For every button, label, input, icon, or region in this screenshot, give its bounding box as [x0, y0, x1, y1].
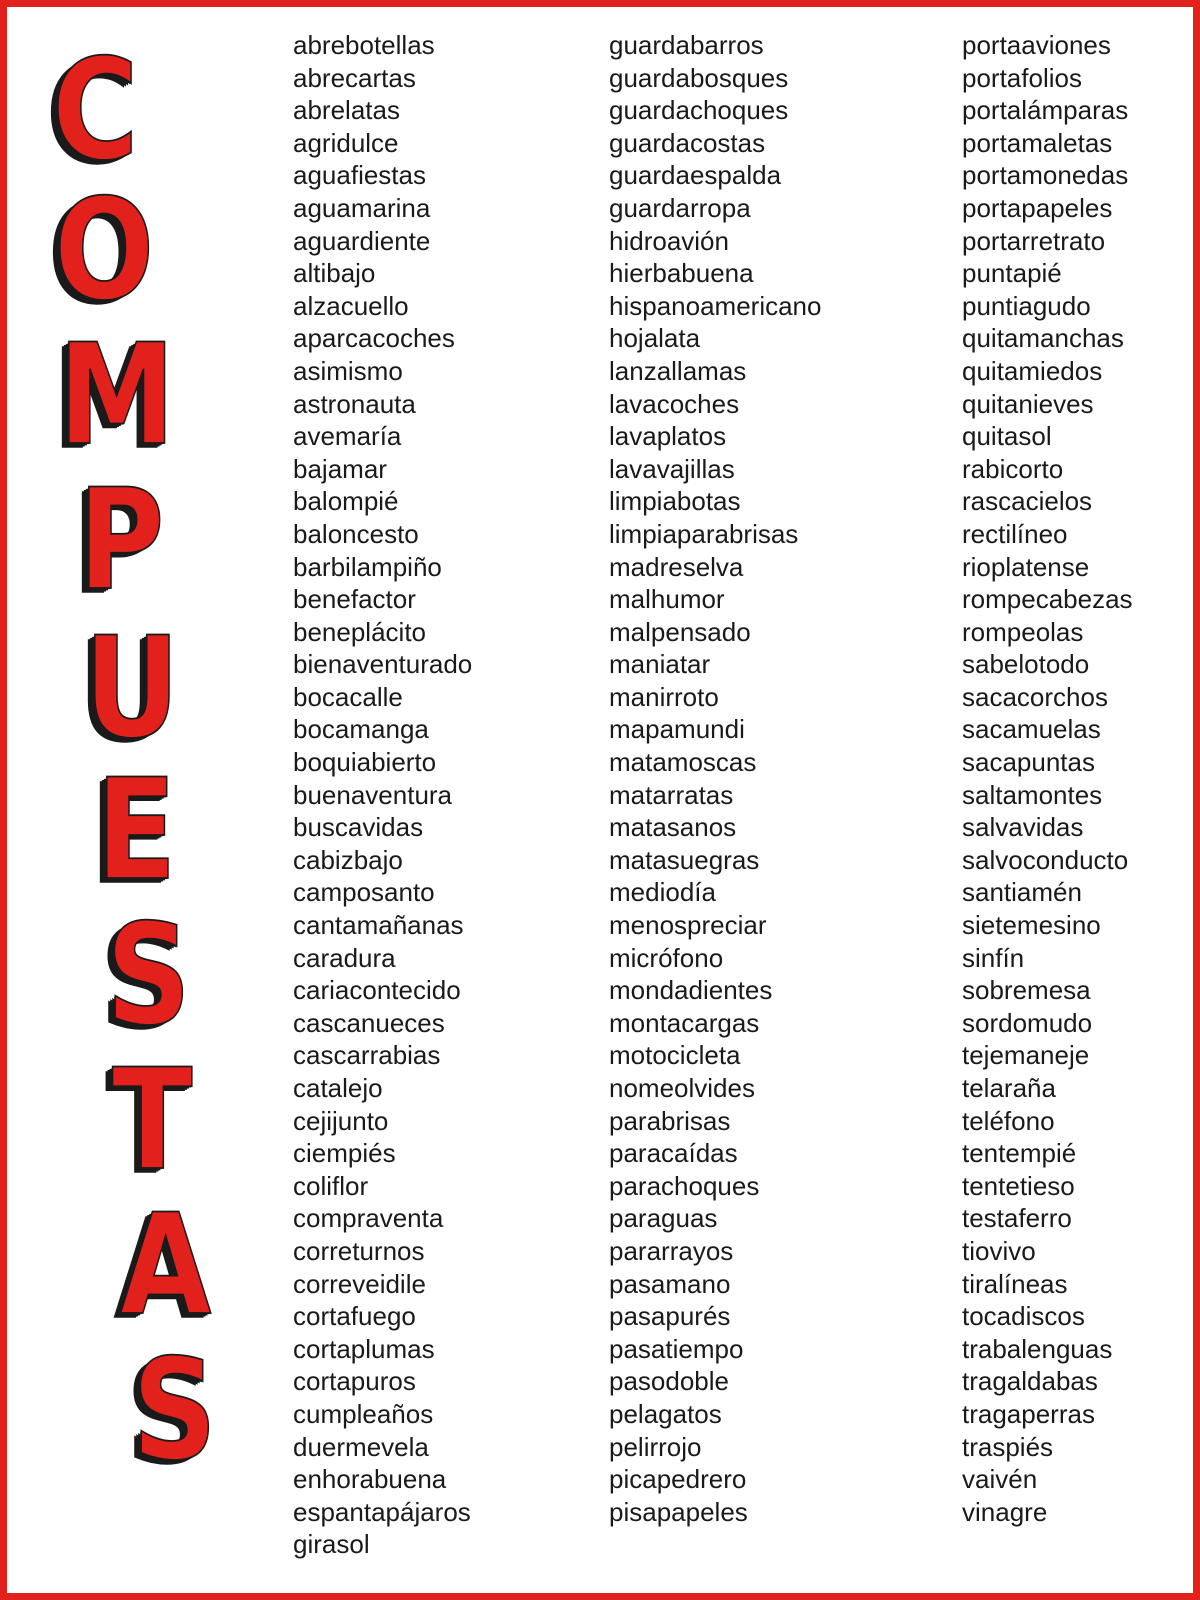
word-item: bienaventurado: [293, 649, 473, 680]
word-column-3: [962, 29, 1133, 1528]
word-item: pasatiempo: [609, 1333, 744, 1364]
word-item: pasapurés: [609, 1301, 731, 1332]
word-item: correturnos: [293, 1235, 425, 1266]
word-item: puntiagudo: [962, 290, 1091, 321]
word-item: tentetieso: [962, 1170, 1075, 1201]
word-item: guardachoques: [609, 95, 789, 126]
title-letter: O: [54, 168, 155, 332]
word-item: sordomudo: [962, 1007, 1093, 1038]
word-item: motocicleta: [609, 1040, 741, 1071]
word-item: rabicorto: [962, 453, 1064, 484]
word-item: cariacontecido: [293, 975, 461, 1006]
word-item: vinagre: [962, 1496, 1048, 1527]
word-item: agridulce: [293, 127, 399, 158]
word-item: guardaespalda: [609, 160, 782, 191]
word-item: quitamiedos: [962, 355, 1103, 386]
word-item: lavaplatos: [609, 421, 727, 452]
word-item: cumpleaños: [293, 1398, 434, 1429]
word-item: portaaviones: [962, 30, 1111, 60]
word-item: telaraña: [962, 1073, 1056, 1103]
word-item: hidroavión: [609, 225, 729, 256]
word-item: cabizbajo: [293, 844, 403, 875]
word-item: portamaletas: [962, 127, 1113, 158]
word-item: pararrayos: [609, 1235, 734, 1266]
word-item: rompecabezas: [962, 584, 1133, 615]
title-letter: P: [78, 458, 165, 622]
word-item: bocamanga: [293, 714, 429, 745]
word-item: baloncesto: [293, 518, 419, 549]
title-letter: T: [112, 1038, 193, 1202]
word-item: guardarropa: [609, 192, 751, 223]
word-item: aparcacoches: [293, 323, 455, 354]
word-item: guardacostas: [609, 127, 766, 158]
word-item: manirroto: [609, 681, 719, 712]
word-item: cascanueces: [293, 1007, 445, 1038]
word-item: balompié: [293, 486, 399, 517]
word-item: camposanto: [293, 877, 435, 908]
word-item: tentempié: [962, 1138, 1077, 1169]
word-item: sietemesino: [962, 910, 1101, 941]
word-column-1: [293, 29, 472, 1561]
word-item: sacacorchos: [962, 681, 1108, 712]
word-item: vaivén: [962, 1464, 1038, 1495]
word-item: cortaplumas: [293, 1333, 435, 1364]
word-item: lavavajillas: [609, 453, 735, 484]
word-item: salvoconducto: [962, 844, 1129, 875]
word-item: teléfono: [962, 1105, 1055, 1136]
word-item: girasol: [293, 1529, 370, 1560]
word-item: buenaventura: [293, 779, 453, 810]
word-item: limpiabotas: [609, 486, 741, 517]
word-item: sacapuntas: [962, 747, 1095, 778]
vertical-title: [40, 28, 230, 1540]
word-item: beneplácito: [293, 616, 426, 647]
word-item: tragaldabas: [962, 1366, 1098, 1397]
word-item: compraventa: [293, 1203, 444, 1234]
word-item: mondadientes: [609, 975, 773, 1006]
word-item: quitamanchas: [962, 323, 1124, 354]
word-item: aguardiente: [293, 225, 431, 256]
word-item: tejemaneje: [962, 1040, 1090, 1071]
word-item: sacamuelas: [962, 714, 1101, 745]
word-item: lanzallamas: [609, 355, 747, 386]
word-item: abrecartas: [293, 62, 416, 93]
word-item: duermevela: [293, 1431, 429, 1462]
word-item: barbilampiño: [293, 551, 442, 582]
word-item: correveidile: [293, 1268, 426, 1299]
word-item: cantamañanas: [293, 910, 464, 941]
word-item: portafolios: [962, 62, 1082, 93]
word-item: picapedrero: [609, 1464, 747, 1495]
word-item: benefactor: [293, 584, 416, 615]
word-item: puntapié: [962, 258, 1062, 289]
word-item: aguamarina: [293, 192, 431, 223]
word-item: bocacalle: [293, 681, 403, 712]
word-item: pasamano: [609, 1268, 731, 1299]
word-item: alzacuello: [293, 290, 409, 321]
word-item: caradura: [293, 942, 396, 973]
title-letter: C: [52, 28, 139, 192]
word-item: ciempiés: [293, 1138, 396, 1169]
word-item: traspiés: [962, 1431, 1054, 1462]
word-item: pasodoble: [609, 1366, 729, 1397]
word-item: portalámparas: [962, 95, 1129, 126]
word-item: espantapájaros: [293, 1496, 471, 1527]
word-item: portamonedas: [962, 160, 1129, 191]
word-item: coliflor: [293, 1170, 369, 1201]
word-item: quitasol: [962, 421, 1052, 452]
word-item: malpensado: [609, 616, 751, 647]
word-item: tocadiscos: [962, 1301, 1085, 1332]
title-letter: U: [84, 606, 180, 770]
word-item: mapamundi: [609, 714, 745, 745]
word-item: testaferro: [962, 1203, 1072, 1234]
word-item: buscavidas: [293, 812, 424, 843]
word-item: altibajo: [293, 258, 376, 289]
word-item: asimismo: [293, 355, 403, 386]
word-item: matamoscas: [609, 747, 757, 778]
word-item: matasuegras: [609, 844, 760, 875]
word-item: rascacielos: [962, 486, 1093, 517]
title-letter: M: [58, 313, 176, 477]
word-item: paraguas: [609, 1203, 718, 1234]
word-item: paracaídas: [609, 1138, 738, 1169]
word-item: parabrisas: [609, 1105, 731, 1136]
word-item: abrelatas: [293, 95, 400, 126]
word-item: astronauta: [293, 388, 416, 419]
word-item: rompeolas: [962, 616, 1084, 647]
word-item: tragaperras: [962, 1398, 1095, 1429]
word-item: enhorabuena: [293, 1464, 447, 1495]
word-item: sinfín: [962, 942, 1025, 973]
word-item: menospreciar: [609, 910, 767, 941]
word-item: tiovivo: [962, 1235, 1036, 1266]
word-item: cascarrabias: [293, 1040, 441, 1071]
word-item: matasanos: [609, 812, 737, 843]
word-item: montacargas: [609, 1007, 760, 1038]
word-item: santiamén: [962, 877, 1082, 908]
word-item: avemaría: [293, 421, 402, 452]
word-item: portarretrato: [962, 225, 1106, 256]
title-letter: E: [96, 748, 177, 912]
word-item: nomeolvides: [609, 1073, 755, 1103]
word-item: hierbabuena: [609, 258, 754, 289]
word-item: sobremesa: [962, 975, 1091, 1006]
word-item: rectilíneo: [962, 518, 1068, 549]
word-item: pisapapeles: [609, 1496, 748, 1527]
word-item: cejijunto: [293, 1105, 389, 1136]
word-item: hojalata: [609, 323, 701, 354]
word-item: hispanoamericano: [609, 290, 822, 321]
word-item: cortafuego: [293, 1301, 416, 1332]
word-item: salvavidas: [962, 812, 1084, 843]
word-item: bajamar: [293, 453, 387, 484]
word-item: sabelotodo: [962, 649, 1090, 680]
word-item: madreselva: [609, 551, 744, 582]
word-item: micrófono: [609, 942, 724, 973]
word-item: maniatar: [609, 649, 711, 680]
word-item: mediodía: [609, 877, 716, 908]
word-column-2: [609, 29, 821, 1528]
word-item: cortapuros: [293, 1366, 416, 1397]
word-item: quitanieves: [962, 388, 1094, 419]
word-item: pelagatos: [609, 1398, 722, 1429]
word-item: portapapeles: [962, 192, 1113, 223]
word-item: pelirrojo: [609, 1431, 702, 1462]
word-item: catalejo: [293, 1073, 383, 1103]
title-letter: A: [120, 1183, 212, 1347]
word-item: parachoques: [609, 1170, 760, 1201]
word-item: abrebotellas: [293, 30, 435, 60]
word-item: trabalenguas: [962, 1333, 1113, 1364]
word-item: guardabosques: [609, 62, 789, 93]
title-letter: S: [132, 1328, 217, 1492]
title-letter: S: [106, 893, 191, 1057]
word-item: saltamontes: [962, 779, 1103, 810]
word-item: rioplatense: [962, 551, 1090, 582]
word-item: tiralíneas: [962, 1268, 1068, 1299]
word-item: limpiaparabrisas: [609, 518, 799, 549]
word-item: aguafiestas: [293, 160, 426, 191]
word-item: matarratas: [609, 779, 734, 810]
word-item: boquiabierto: [293, 747, 437, 778]
word-item: lavacoches: [609, 388, 740, 419]
word-item: malhumor: [609, 584, 725, 615]
word-item: guardabarros: [609, 30, 764, 60]
